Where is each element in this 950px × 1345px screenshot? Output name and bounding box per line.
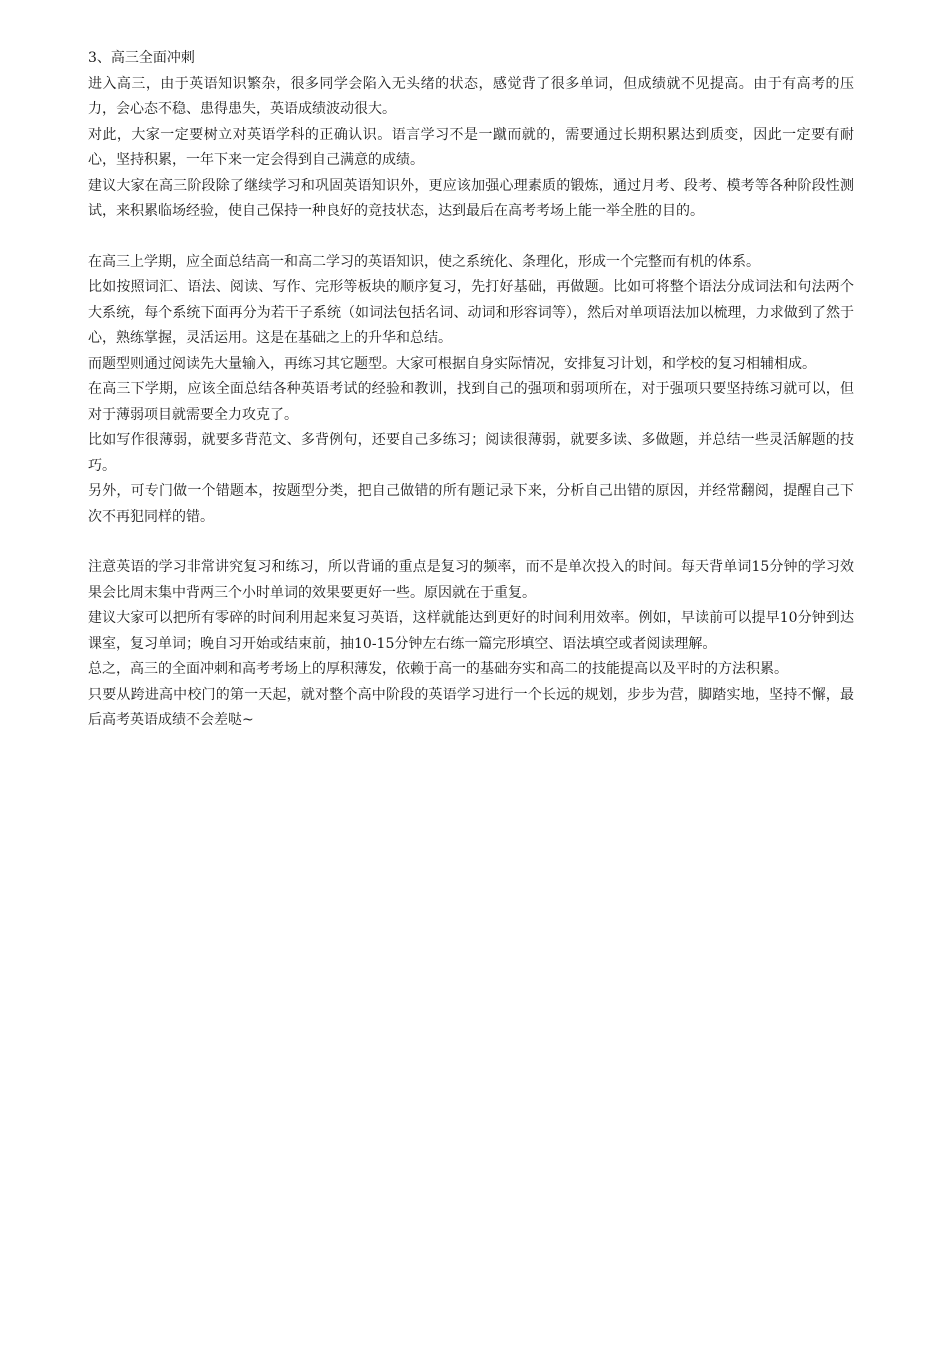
paragraph-spacer [88,530,854,555]
paragraph: 进入高三，由于英语知识繁杂，很多同学会陷入无头绪的状态，感觉背了很多单词，但成绩就不见提高。由于有高考的压力，会心态不稳、患得患失，英语成绩波动很大。 [88,75,854,117]
document-body [88,46,854,734]
paragraph: 对此，大家一定要树立对英语学科的正确认识。语言学习不是一蹴而就的，需要通过长期积累达到质变，因此一定要有耐心，坚持积累，一年下来一定会得到自己满意的成绩。 [88,126,854,168]
paragraph: 建议大家可以把所有零碎的时间利用起来复习英语，这样就能达到更好的时间利用效率。例如，早读前可以提早10分钟到达课室，复习单词；晚自习开始或结束前，抽10-15分钟左右练一篇完形填空、语法填空或者阅读理解。 [88,610,854,652]
paragraph: 在高三下学期，应该全面总结各种英语考试的经验和教训，找到自己的强项和弱项所在，对于强项只要坚持练习就可以，但对于薄弱项目就需要全力攻克了。 [88,381,854,423]
paragraph: 建议大家在高三阶段除了继续学习和巩固英语知识外，更应该加强心理素质的锻炼，通过月考、段考、模考等各种阶段性测试，来积累临场经验，使自己保持一种良好的竞技状态，达到最后在高考考场上能一举全胜的目的。 [88,177,854,219]
paragraph-spacer [88,225,854,250]
section-heading: 3、高三全面冲刺 [88,50,195,66]
paragraph: 而题型则通过阅读先大量输入，再练习其它题型。大家可根据自身实际情况，安排复习计划，和学校的复习相辅相成。 [88,355,816,372]
paragraph: 注意英语的学习非常讲究复习和练习，所以背诵的重点是复习的频率，而不是单次投入的时间。每天背单词15分钟的学习效果会比周末集中背两三个小时单词的效果要更好一些。原因就在于重复。 [88,559,854,601]
paragraph: 只要从跨进高中校门的第一天起，就对整个高中阶段的英语学习进行一个长远的规划，步步为营，脚踏实地，坚持不懈，最后高考英语成绩不会差哒~ [88,686,854,728]
paragraph: 比如按照词汇、语法、阅读、写作、完形等板块的顺序复习，先打好基础，再做题。比如可将整个语法分成词法和句法两个大系统，每个系统下面再分为若干子系统（如词法包括名词、动词和形容词等），然后对单项语法加以梳理，力求做到了然于心，熟练掌握，灵活运用。这是在基础之上的升华和总结。 [88,279,854,346]
paragraph: 在高三上学期，应全面总结高一和高二学习的英语知识，使之系统化、条理化，形成一个完整而有机的体系。 [88,253,760,270]
paragraph: 另外，可专门做一个错题本，按题型分类，把自己做错的所有题记录下来，分析自己出错的原因，并经常翻阅，提醒自己下次不再犯同样的错。 [88,483,854,525]
paragraph: 比如写作很薄弱，就要多背范文、多背例句，还要自己多练习；阅读很薄弱，就要多读、多做题，并总结一些灵活解题的技巧。 [88,432,854,474]
paragraph: 总之，高三的全面冲刺和高考考场上的厚积薄发，依赖于高一的基础夯实和高二的技能提高以及平时的方法积累。 [88,661,788,677]
